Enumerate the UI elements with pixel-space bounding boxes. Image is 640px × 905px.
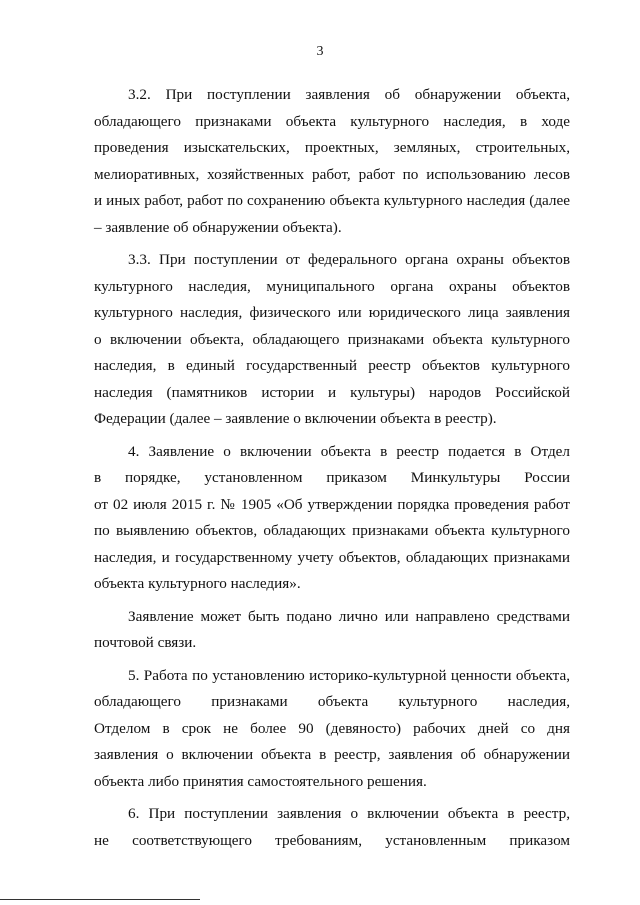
text-line: наследия, в единый государственный реестр объектов культурного xyxy=(94,357,570,374)
text-line: обладающего признаками объекта культурного наследия, в ходе xyxy=(94,112,570,130)
text-line: 3.2. При поступлении заявления об обнаружении объекта, xyxy=(128,86,570,103)
text-line: почтовой связи. xyxy=(94,634,197,651)
text-line: обладающего признаками объекта культурного наследия, xyxy=(94,693,570,710)
text-line: не соответствующего требованиям, установленным приказом xyxy=(94,831,570,849)
text-line: – заявление об обнаружении объекта). xyxy=(94,218,342,236)
text-line: мелиоративных, хозяйственных работ, работ по использованию лесов xyxy=(94,165,570,183)
text-line: культурного наследия, муниципального органа охраны объектов xyxy=(94,277,570,295)
text-line: Федерации (далее – заявление о включении объекта в реестр). xyxy=(94,410,497,427)
paragraph-6 xyxy=(94,801,570,854)
paragraph-3-3 xyxy=(94,247,570,433)
document-body xyxy=(94,82,570,860)
text-line: объекта либо принятия самостоятельного решения. xyxy=(94,772,427,790)
text-line: о включении объекта, обладающего признаками объекта культурного xyxy=(94,330,570,348)
text-line: Заявление может быть подано лично или направлено средствами xyxy=(128,607,570,625)
text-line: Отделом в срок не более 90 (девяносто) рабочих дней со дня xyxy=(94,719,570,737)
text-line: 6. При поступлении заявления о включении объекта в реестр, xyxy=(128,805,570,822)
text-line: заявления о включении объекта в реестр, заявления об обнаружении xyxy=(94,746,570,763)
text-line: 5. Работа по установлению историко-культурной ценности объекта, xyxy=(128,666,570,684)
text-line: по выявлению объектов, обладающих признаками объекта культурного xyxy=(94,522,570,539)
text-line: наследия, и государственному учету объектов, обладающих признаками xyxy=(94,548,570,566)
text-line: от 02 июля 2015 г. № 1905 «Об утверждении порядка проведения работ xyxy=(94,495,570,513)
text-line: и иных работ, работ по сохранению объекта культурного наследия (далее xyxy=(94,192,570,209)
text-line: проведения изыскательских, проектных, земляных, строительных, xyxy=(94,139,570,156)
text-line: культурного наследия, физического или юридического лица заявления xyxy=(94,304,570,321)
text-line: 4. Заявление о включении объекта в реестр подается в Отдел xyxy=(128,442,570,460)
text-line: объекта культурного наследия». xyxy=(94,575,301,592)
text-line: в порядке, установленном приказом Минкультуры России xyxy=(94,469,570,486)
paragraph-submission-note xyxy=(94,604,570,657)
paragraph-5 xyxy=(94,663,570,796)
paragraph-3-2 xyxy=(94,82,570,241)
text-line: 3.3. При поступлении от федерального органа охраны объектов xyxy=(128,251,570,268)
page-number: 3 xyxy=(316,44,324,59)
paragraph-4 xyxy=(94,439,570,598)
footnote-separator xyxy=(0,899,200,900)
text-line: наследия (памятников истории и культуры) народов Российской xyxy=(94,383,570,401)
